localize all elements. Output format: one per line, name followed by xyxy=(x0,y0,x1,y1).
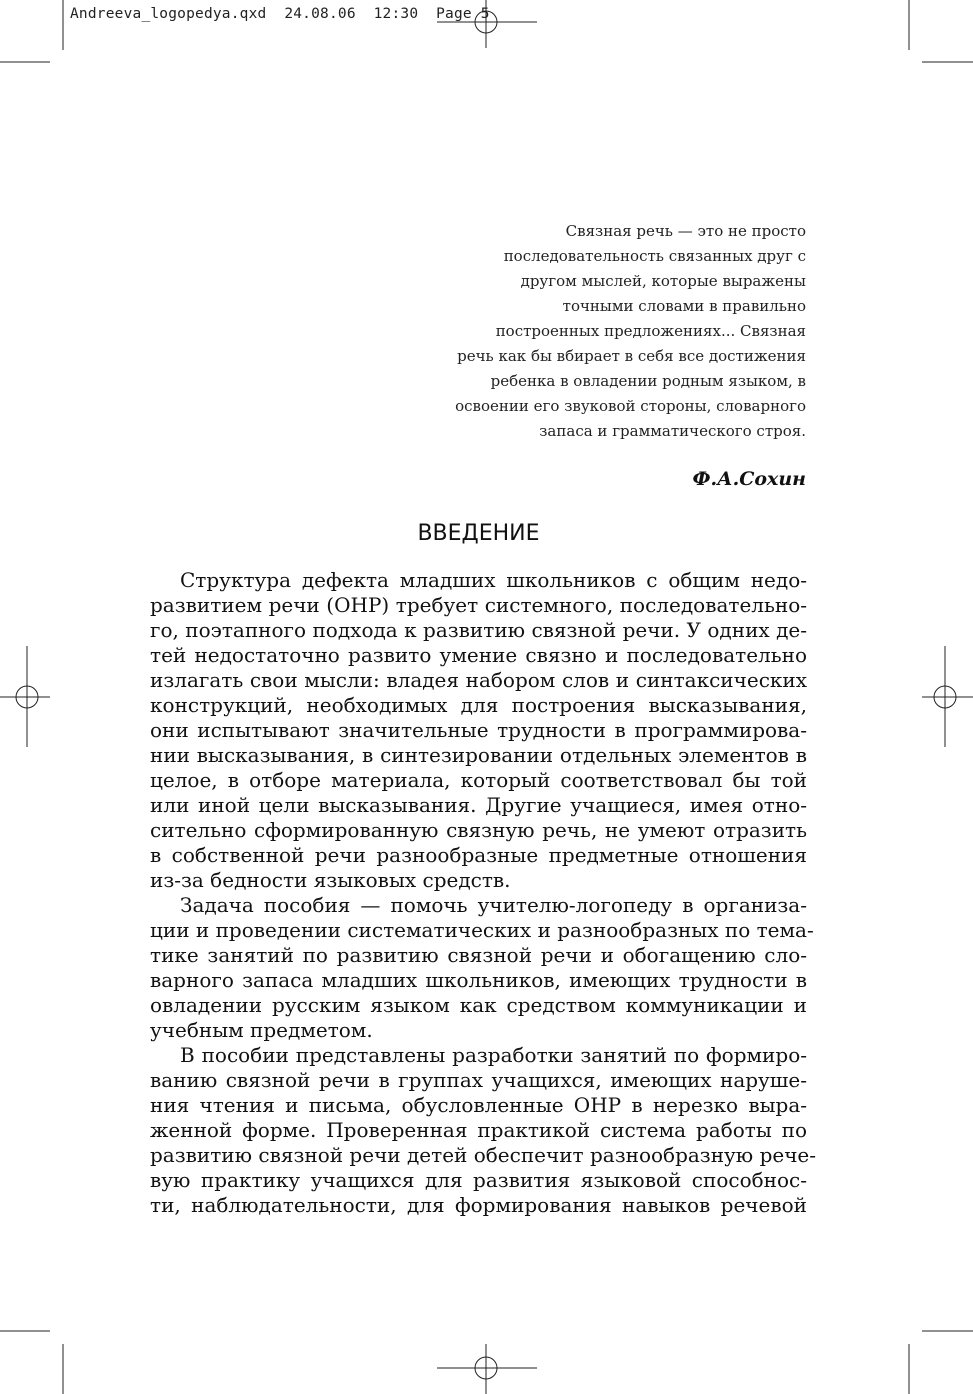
print-slug-line: Andreeva_logopedya.qxd 24.08.06 12:30 Page 5 xyxy=(70,6,490,22)
body-line: овладении русским языком как средством коммуникации и xyxy=(150,993,807,1017)
epigraph-line: последовательность связанных друг с xyxy=(503,247,806,265)
body-line: конструкций, необходимых для построения высказывания, xyxy=(150,693,807,717)
registration-mark-right xyxy=(922,646,973,747)
epigraph-line: точными словами в правильно xyxy=(562,297,806,315)
body-line: женной форме. Проверенная практикой система работы по xyxy=(150,1118,807,1142)
section-title: ВВЕДЕНИЕ xyxy=(417,521,540,546)
body-line: учебным предметом. xyxy=(150,1018,373,1042)
registration-mark-left xyxy=(0,646,50,747)
body-line: тике занятий по развитию связной речи и обогащению сло- xyxy=(150,943,807,967)
body-line: Задача пособия — помочь учителю-логопеду в организа- xyxy=(180,893,807,917)
body-line: вую практику учащихся для развития языковой способнос- xyxy=(150,1168,807,1192)
body-line: развитию связной речи детей обеспечит разнообразную рече- xyxy=(150,1143,817,1167)
body-line: ванию связной речи в группах учащихся, имеющих наруше- xyxy=(150,1068,807,1092)
body-text xyxy=(150,568,817,1218)
epigraph-author: Ф.А.Сохин xyxy=(692,468,806,490)
body-line: го, поэтапного подхода к развитию связной речи. У одних де- xyxy=(150,618,807,642)
body-line: ции и проведении систематических и разнообразных по тема- xyxy=(150,918,814,942)
body-line: развитием речи (ОНР) требует системного, последовательно- xyxy=(150,593,807,617)
body-line: в собственной речи разнообразные предметные отношения xyxy=(150,843,807,867)
body-line: варного запаса младших школьников, имеющих трудности в xyxy=(150,968,807,992)
epigraph-line: построенных предложениях... Связная xyxy=(495,322,806,340)
body-line: Структура дефекта младших школьников с общим недо- xyxy=(180,568,807,592)
body-line: излагать свои мысли: владея набором слов и синтаксических xyxy=(150,668,807,692)
epigraph-line: освоении его звуковой стороны, словарного xyxy=(455,397,806,415)
body-line: нии высказывания, в синтезировании отдельных элементов в xyxy=(150,743,807,767)
body-line: или иной цели высказывания. Другие учащиеся, имея отно- xyxy=(150,793,807,817)
body-line: тей недостаточно развито умение связно и последовательно xyxy=(150,643,807,667)
epigraph-line: ребенка в овладении родным языком, в xyxy=(490,372,806,390)
epigraph xyxy=(430,219,806,444)
body-line: В пособии представлены разработки занятий по формиро- xyxy=(180,1043,807,1067)
body-line: ти, наблюдательности, для формирования навыков речевой xyxy=(150,1193,807,1217)
epigraph-line: запаса и грамматического строя. xyxy=(539,422,806,440)
epigraph-line: Связная речь — это не просто xyxy=(565,222,806,240)
body-line: сительно сформированную связную речь, не умеют отразить xyxy=(150,818,807,842)
body-line: из-за бедности языковых средств. xyxy=(150,868,511,892)
registration-mark-bottom xyxy=(437,1344,537,1394)
body-line: целое, в отборе материала, который соответствовал бы той xyxy=(150,768,807,792)
body-line: ния чтения и письма, обусловленные ОНР в нерезко выра- xyxy=(150,1093,807,1117)
epigraph-line: речь как бы вбирает в себя все достижения xyxy=(457,347,806,365)
body-line: они испытывают значительные трудности в программирова- xyxy=(150,718,807,742)
epigraph-line: другом мыслей, которые выражены xyxy=(520,272,806,290)
